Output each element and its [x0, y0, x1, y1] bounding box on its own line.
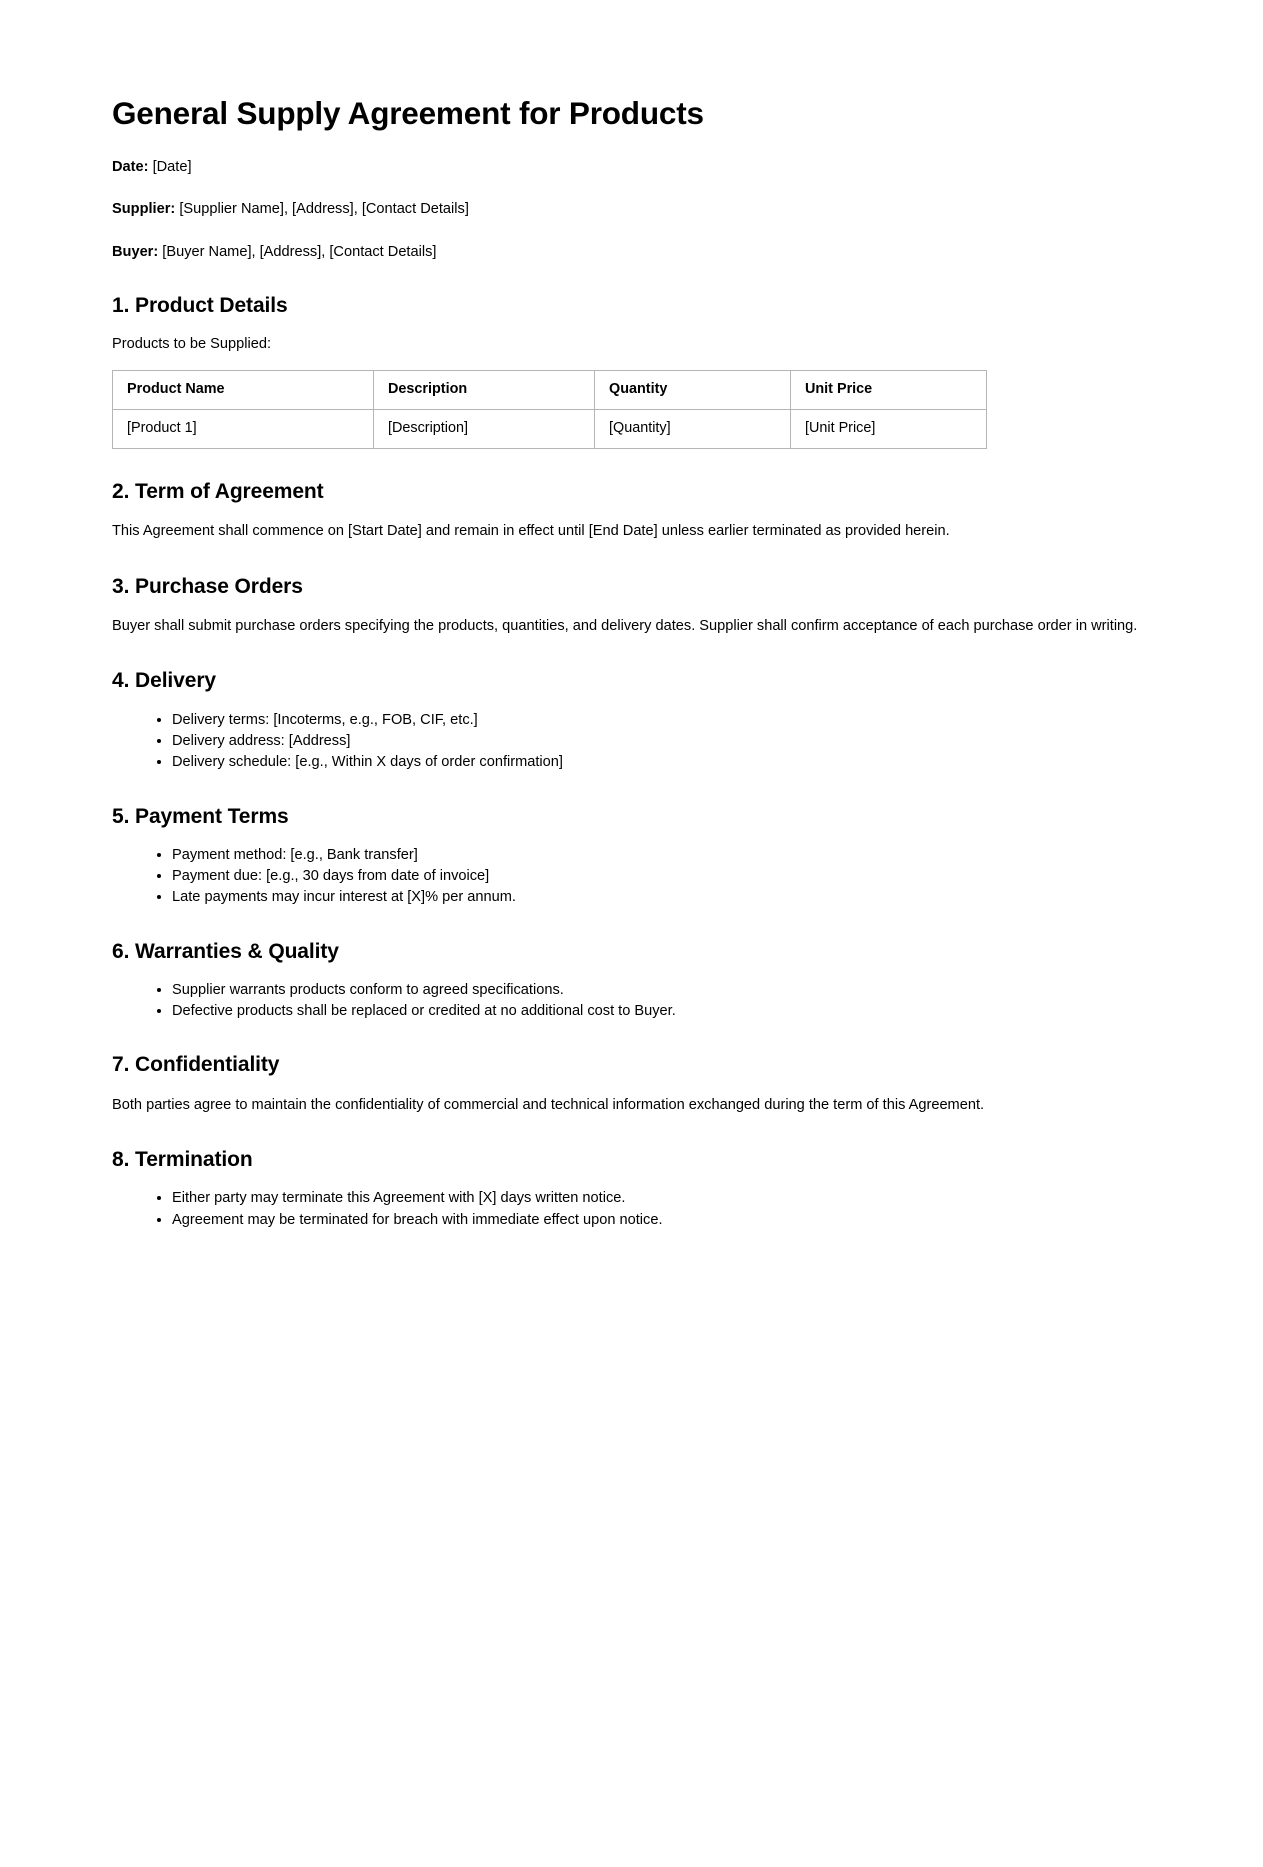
table-header-row: [113, 370, 987, 409]
termination-bullet-list: [112, 1188, 1153, 1231]
meta-line-supplier: [112, 199, 1153, 220]
column-header-unit-price: Unit Price: [791, 370, 987, 409]
list-item: • Delivery terms: [Incoterms, e.g., FOB, CIF, etc.]: [172, 710, 1153, 731]
section-warranties-quality: [112, 939, 1153, 1023]
list-item: • Either party may terminate this Agreement with [X] days written notice.: [172, 1188, 1153, 1209]
list-item: • Defective products shall be replaced or credited at no additional cost to Buyer.: [172, 1001, 1153, 1022]
meta-line-buyer: [112, 242, 1153, 263]
meta-label-buyer: Buyer:: [112, 243, 159, 260]
table-row: [113, 409, 987, 448]
section-paragraph: Buyer shall submit purchase orders specifying the products, quantities, and delivery dates. Supplier shall confirm acceptance of each purchase order in writing.: [112, 617, 1138, 634]
section-heading: 2. Term of Agreement: [112, 479, 324, 503]
meta-label-date: Date:: [112, 159, 149, 176]
meta-value-buyer: [Buyer Name], [Address], [Contact Details]: [162, 243, 437, 260]
list-item: • Delivery address: [Address]: [172, 731, 1153, 752]
section-heading: 5. Payment Terms: [112, 804, 289, 828]
section-paragraph: This Agreement shall commence on [Start Date] and remain in effect until [End Date] unless earlier terminated as provided herein.: [112, 522, 950, 539]
section-heading: 3. Purchase Orders: [112, 574, 303, 598]
section-heading: 7. Confidentiality: [112, 1053, 280, 1077]
meta-line-date: [112, 157, 1153, 178]
section-heading: 1. Product Details: [112, 293, 288, 317]
list-item: • Payment due: [e.g., 30 days from date of invoice]: [172, 866, 1153, 887]
section-termination: [112, 1147, 1153, 1231]
column-header-description: Description: [374, 370, 595, 409]
list-item: • Late payments may incur interest at [X]% per annum.: [172, 887, 1153, 908]
page-title: General Supply Agreement for Products: [112, 95, 704, 131]
meta-value-supplier: [Supplier Name], [Address], [Contact Details]: [179, 201, 469, 218]
list-item: • Supplier warrants products conform to agreed specifications.: [172, 980, 1153, 1001]
column-header-quantity: Quantity: [595, 370, 791, 409]
section-heading: 4. Delivery: [112, 669, 216, 693]
section-product-details: [112, 293, 1153, 449]
section-heading: 6. Warranties & Quality: [112, 939, 339, 963]
section-term-of-agreement: [112, 479, 1153, 544]
cell-description: [Description]: [374, 409, 595, 448]
list-item: • Payment method: [e.g., Bank transfer]: [172, 845, 1153, 866]
product-table: [112, 370, 987, 449]
section-purchase-orders: [112, 574, 1153, 639]
section-paragraph: Both parties agree to maintain the confidentiality of commercial and technical information exchanged during the term of this Agreement.: [112, 1096, 985, 1113]
cell-product-name: [Product 1]: [113, 409, 374, 448]
cell-unit-price: [Unit Price]: [791, 409, 987, 448]
column-header-product-name: Product Name: [113, 370, 374, 409]
delivery-bullet-list: [112, 710, 1153, 774]
section-payment-terms: [112, 804, 1153, 909]
section-heading: 8. Termination: [112, 1148, 253, 1172]
section-delivery: [112, 668, 1153, 773]
section-confidentiality: [112, 1052, 1153, 1117]
meta-label-supplier: Supplier:: [112, 201, 176, 218]
payment-terms-bullet-list: [112, 845, 1153, 909]
list-item: • Delivery schedule: [e.g., Within X days of order confirmation]: [172, 752, 1153, 773]
products-lead-in: Products to be Supplied:: [112, 335, 272, 352]
meta-value-date: [Date]: [152, 159, 192, 176]
list-item: • Agreement may be terminated for breach with immediate effect upon notice.: [172, 1210, 1153, 1231]
warranties-bullet-list: [112, 980, 1153, 1023]
cell-quantity: [Quantity]: [595, 409, 791, 448]
